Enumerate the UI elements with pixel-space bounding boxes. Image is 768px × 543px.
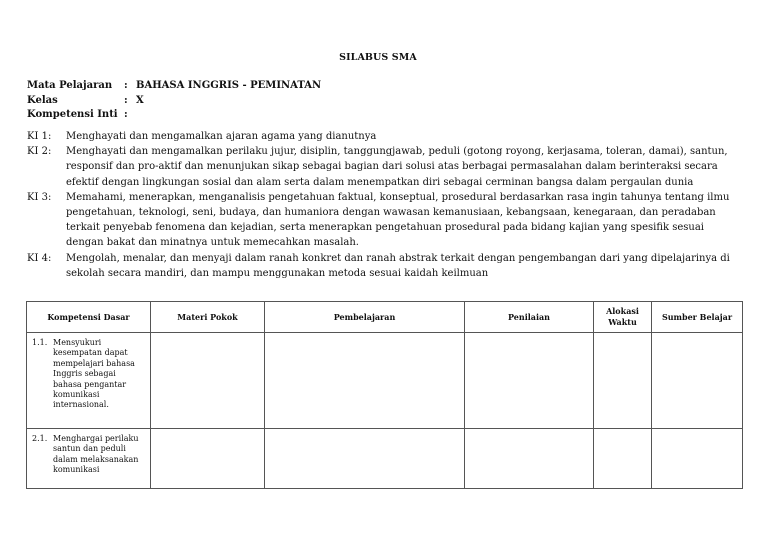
syllabus-table xyxy=(26,301,743,489)
table-header-row xyxy=(27,302,743,333)
meta-row-kompetensi-inti xyxy=(27,108,321,123)
table-row xyxy=(27,429,743,489)
ki-label: KI 1: xyxy=(27,131,52,142)
subject-info xyxy=(27,79,321,123)
meta-colon: : xyxy=(124,109,128,120)
meta-value: X xyxy=(136,94,144,106)
meta-label: Kompetensi Inti xyxy=(27,109,118,120)
kompetensi-inti-list xyxy=(27,129,742,281)
materi-cell xyxy=(151,429,265,489)
ki-text: Mengolah, menalar, dan menyaji dalam ranah konkret dan ranah abstrak terkait dengan pengembangan dari yang dipelajarinya di sekolah secara mandiri, dan mampu menggunakan metoda sesuai kaidah keilmuan xyxy=(66,252,730,279)
meta-row-kelas xyxy=(27,94,321,109)
table-row xyxy=(27,333,743,429)
meta-label: Kelas xyxy=(27,94,58,106)
sumber-cell xyxy=(652,429,743,489)
ki-label: KI 3: xyxy=(27,191,52,203)
kd-text: Menghargai perilaku santun dan peduli dalam melaksanakan komunikasi xyxy=(53,434,139,475)
meta-colon: : xyxy=(124,94,128,106)
header-kompetensi-dasar: Kompetensi Dasar xyxy=(27,302,151,333)
kd-cell xyxy=(27,429,151,489)
pembelajaran-cell xyxy=(265,333,465,429)
alokasi-cell xyxy=(594,429,652,489)
header-penilaian: Penilaian xyxy=(465,302,594,333)
meta-colon: : xyxy=(124,80,128,91)
alokasi-line1: Alokasi xyxy=(606,306,639,316)
kd-number: 1.1. xyxy=(32,338,48,347)
alokasi-cell xyxy=(594,333,652,429)
ki-label: KI 4: xyxy=(27,252,52,264)
kd-number: 2.1. xyxy=(32,434,48,443)
ki-text: Menghayati dan mengamalkan ajaran agama yang dianutnya xyxy=(66,131,377,142)
ki-item xyxy=(27,251,742,281)
ki-item xyxy=(27,144,742,190)
ki-label: KI 2: xyxy=(27,146,52,158)
ki-text: Menghayati dan mengamalkan perilaku jujur, disiplin, tanggungjawab, peduli (gotong royong, kerjasama, toleran, damai), santun, responsif dan pro-aktif dan menunjukan sikap sebagai bagian dari solusi atas berbagai permasalahan dalam berinteraksi secara efektif dengan lingkungan sosial dan alam serta dalam menempatkan diri sebagai cerminan bangsa dalam pergaulan dunia xyxy=(66,146,728,188)
materi-cell xyxy=(151,333,265,429)
meta-row-mata-pelajaran xyxy=(27,79,321,94)
penilaian-cell xyxy=(465,333,594,429)
alokasi-line2: Waktu xyxy=(608,317,637,327)
ki-item xyxy=(27,129,742,144)
sumber-cell xyxy=(652,333,743,429)
header-pembelajaran: Pembelajaran xyxy=(265,302,465,333)
ki-text: Memahami, menerapkan, menganalisis pengetahuan faktual, konseptual, prosedural berdasarkan rasa ingin tahunya tentang ilmu pengetahuan, teknologi, seni, budaya, dan humaniora dengan wawasan kemanusiaan, kebangsaan, kenegaraan, dan peradaban terkait penyebab fenomena dan kejadian, serta menerapkan pengetahuan prosedural pada bidang kajian yang spesifik sesuai dengan bakat dan minatnya untuk memecahkan masalah. xyxy=(66,191,730,249)
kd-cell xyxy=(27,333,151,429)
kd-text: Mensyukuri kesempatan dapat mempelajari bahasa Inggris sebagai bahasa pengantar komunikasi internasional. xyxy=(53,338,135,410)
header-materi-pokok: Materi Pokok xyxy=(151,302,265,333)
ki-item xyxy=(27,190,742,251)
meta-label: Mata Pelajaran xyxy=(27,80,113,91)
header-alokasi-waktu xyxy=(594,302,652,333)
page-title: SILABUS SMA xyxy=(339,52,417,63)
header-sumber-belajar: Sumber Belajar xyxy=(652,302,743,333)
meta-value: BAHASA INGGRIS - PEMINATAN xyxy=(136,80,322,91)
pembelajaran-cell xyxy=(265,429,465,489)
penilaian-cell xyxy=(465,429,594,489)
